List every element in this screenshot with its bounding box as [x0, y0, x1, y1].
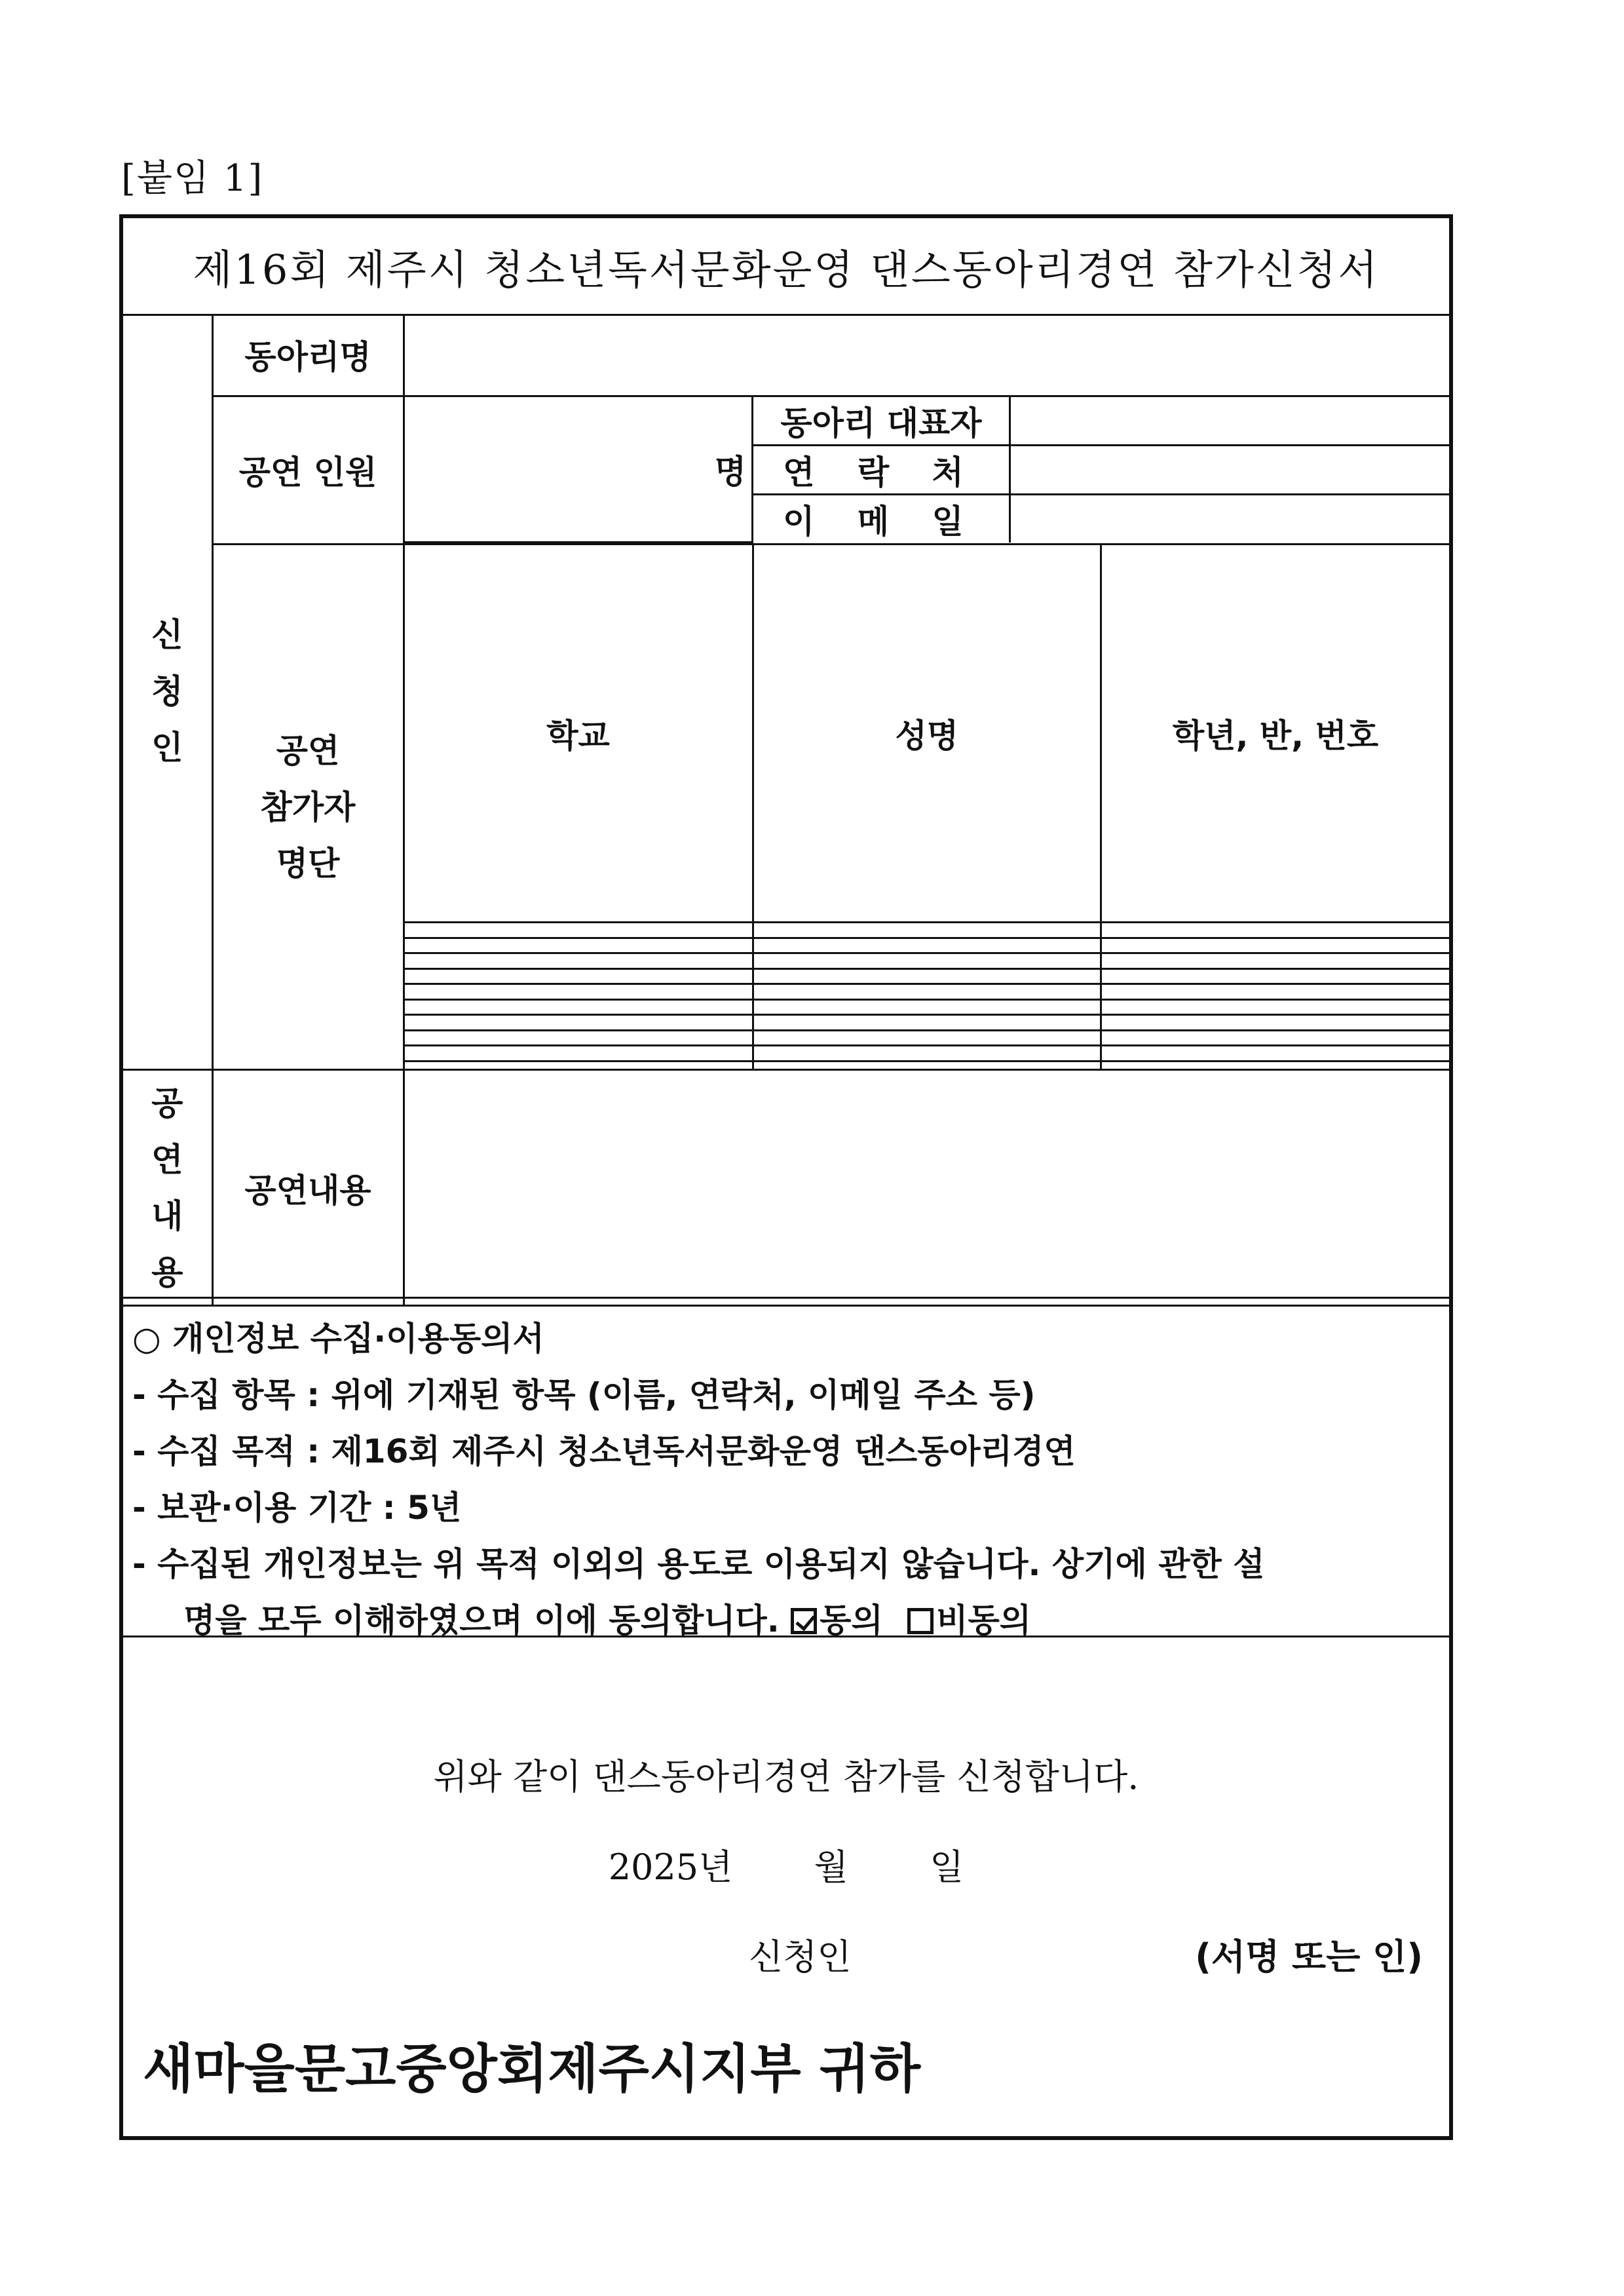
name-cell[interactable] [753, 984, 1101, 1000]
participant-row [405, 938, 1450, 953]
applicant-label: 신청인 [749, 1936, 852, 1978]
disagree-checkbox[interactable] [907, 1608, 934, 1634]
participants-table [405, 545, 1450, 1069]
name-cell[interactable] [753, 999, 1101, 1015]
date-line [123, 1839, 1449, 1890]
name-cell[interactable] [753, 953, 1101, 969]
school-cell[interactable] [405, 938, 753, 953]
attachment-label: [붙임 1] [121, 157, 264, 200]
email-label: 이 메 일 [753, 494, 1010, 543]
grade-cell[interactable] [1101, 923, 1450, 938]
column-header-name: 성명 [753, 545, 1101, 923]
privacy-consent [123, 1297, 1449, 1637]
disagree-label: 비동의 [936, 1601, 1032, 1639]
consent-heading: ○ 개인정보 수집·이용동의서 [132, 1320, 544, 1358]
performance-content-label: 공연내용 [212, 1070, 404, 1306]
school-cell[interactable] [405, 968, 753, 984]
agree-label: 동의 [820, 1601, 883, 1639]
participant-row [405, 1061, 1450, 1069]
date-day: 일 [930, 1846, 964, 1888]
school-cell[interactable] [405, 999, 753, 1015]
consent-item: - 수집된 개인정보는 위 목적 이외의 용도로 이용되지 않습니다. 상기에 관한 설 [132, 1545, 1265, 1583]
grade-cell[interactable] [1101, 1030, 1450, 1046]
participant-row [405, 1015, 1450, 1031]
consent-agreement-line: 명을 모두 이해하였으며 이에 동의합니다. 동의 비동의 [183, 1601, 1032, 1639]
members-label: 공연 인원 [212, 396, 404, 545]
name-cell[interactable] [753, 938, 1101, 953]
circle-bullet-icon: ○ [132, 1320, 161, 1358]
members-count-field[interactable] [405, 397, 753, 543]
name-cell[interactable] [753, 923, 1101, 938]
consent-item: - 수집 항목 : 위에 기재된 항목 (이름, 연락처, 이메일 주소 등) [132, 1376, 1036, 1414]
participant-row [405, 968, 1450, 984]
signature-label: (서명 또는 인) [1195, 1936, 1423, 1978]
participant-row [405, 1046, 1450, 1062]
name-cell[interactable] [753, 968, 1101, 984]
school-cell[interactable] [405, 1030, 753, 1046]
name-cell[interactable] [753, 1061, 1101, 1069]
applicant-section-label: 신 청 인 [123, 314, 212, 1070]
contact-label: 연 락 처 [753, 445, 1010, 494]
form-footer [123, 1637, 1449, 2135]
participants-label: 공연 참가자 명단 [212, 545, 404, 1070]
consent-item: - 보관·이용 기간 : 5년 [132, 1489, 462, 1527]
club-name-label: 동아리명 [212, 314, 404, 396]
grade-cell[interactable] [1101, 1046, 1450, 1062]
declaration-text: 위와 같이 댄스동아리경연 참가를 신청합니다. [433, 1756, 1139, 1797]
agree-checkbox[interactable] [791, 1608, 817, 1634]
performance-content-field[interactable] [404, 1070, 1449, 1306]
grade-cell[interactable] [1101, 968, 1450, 984]
school-cell[interactable] [405, 984, 753, 1000]
participant-row [405, 923, 1450, 938]
club-name-field[interactable] [404, 314, 1449, 396]
grade-cell[interactable] [1101, 1015, 1450, 1031]
performance-section-label: 공 연 내 용 [123, 1070, 212, 1306]
date-year: 2025년 [608, 1846, 733, 1888]
recipient: 새마을문고중앙회제주시지부 귀하 [143, 2038, 921, 2099]
school-cell[interactable] [405, 923, 753, 938]
form-grid [123, 314, 1449, 1307]
email-field[interactable] [1010, 494, 1450, 543]
grade-cell[interactable] [1101, 953, 1450, 969]
contact-field[interactable] [1010, 445, 1450, 494]
school-cell[interactable] [405, 1015, 753, 1031]
members-unit: 명 [714, 452, 746, 491]
name-cell[interactable] [753, 1030, 1101, 1046]
representative-field[interactable] [1010, 397, 1450, 446]
grade-cell[interactable] [1101, 938, 1450, 953]
participant-row [405, 1030, 1450, 1046]
column-header-school: 학교 [405, 545, 753, 923]
grade-cell[interactable] [1101, 984, 1450, 1000]
school-cell[interactable] [405, 1061, 753, 1069]
column-header-grade-class-number: 학년, 반, 번호 [1101, 545, 1450, 923]
participant-row [405, 953, 1450, 969]
application-form [119, 214, 1453, 2140]
grade-cell[interactable] [1101, 1061, 1450, 1069]
form-title: 제16회 제주시 청소년독서문화운영 댄스동아리경연 참가신청서 [123, 218, 1449, 316]
school-cell[interactable] [405, 953, 753, 969]
representative-label: 동아리 대표자 [753, 397, 1010, 446]
name-cell[interactable] [753, 1046, 1101, 1062]
school-cell[interactable] [405, 1046, 753, 1062]
members-subgrid [405, 397, 1450, 544]
grade-cell[interactable] [1101, 999, 1450, 1015]
date-month: 월 [814, 1846, 848, 1888]
participant-row [405, 984, 1450, 1000]
consent-item: - 수집 목적 : 제16회 제주시 청소년독서문화운영 댄스동아리경연 [132, 1432, 1076, 1470]
name-cell[interactable] [753, 1015, 1101, 1031]
participant-row [405, 999, 1450, 1015]
